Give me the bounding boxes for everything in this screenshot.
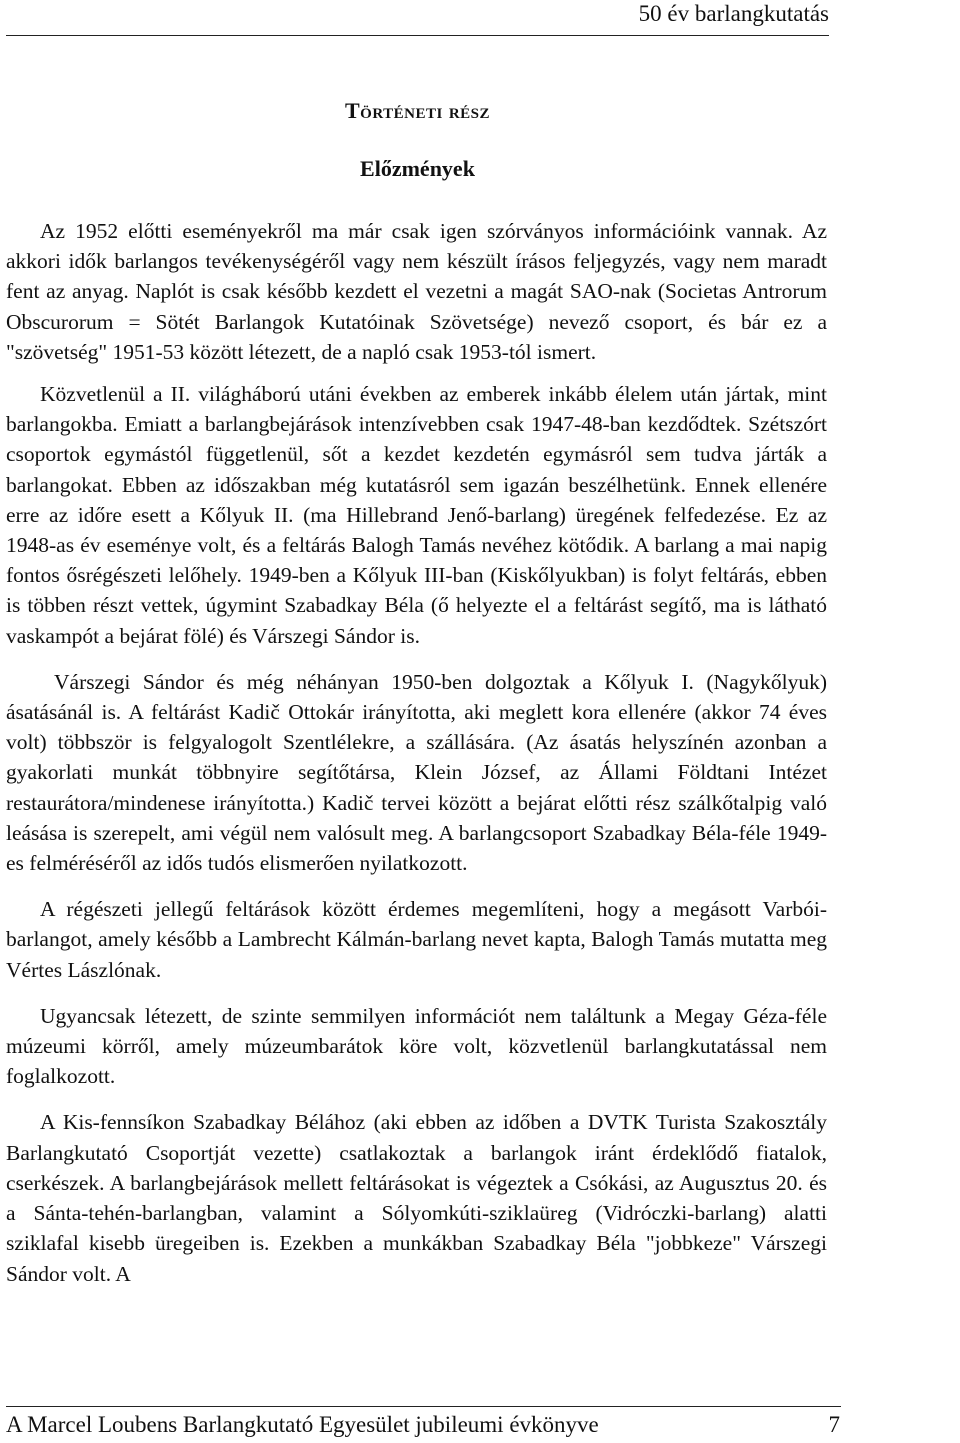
paragraph: Az 1952 előtti eseményekről ma már csak igen szórványos információink vannak. Az akkori idők barlangos tevékenységéről vagy nem készült írásos feljegyzés, vagy nem maradt fent az anyag. Naplót is csak később kezdett el vezetni a magát SAO-nak (Societas Antrorum Obscurorum = Sötét Barlangok Kutatóinak Szövetsége) nevező csoport, és bár ez a "szövetség" 1951-53 között létezett, de a napló csak 1953-tól ismert. (6, 219, 827, 364)
body-text (6, 216, 827, 1289)
paragraph: Ugyancsak létezett, de szinte semmilyen információt nem találtunk a Megay Géza-féle múzeumi körről, amely múzeumbarátok köre volt, közvetlenül barlangkutatással nem foglalkozott. (6, 1003, 827, 1089)
page-number: 7 (828, 1412, 840, 1437)
paragraph: Közvetlenül a II. világháború utáni években az emberek inkább élelem után jártak, mint barlangokba. Emiatt a barlangbejárások intenzívebben csak 1947-48-ban kezdődtek. Szétszórt csoportok egymástól függetlenül, sőt a kezdet kezdetén egymásról sem tudva járták a barlangokat. Ebben az időszakban még kutatásról sem igazán beszélhetünk. Ennek ellenére erre az időre esett a Kőlyuk II. (ma Hillebrand Jenő-barlang) üregének felfedezése. Ez az 1948-as év eseménye volt, és a feltárás Balogh Tamás nevéhez kötődik. A barlang a mai napig fontos ősrégészeti lelőhely. 1949-ben a Kőlyuk III-ban (Kiskőlyukban) is folyt feltárás, ebben is többen részt vettek, úgymint Szabadkay Béla (ő helyezte el a feltárást segítő, ma is látható vaskampót a bejárat fölé) és Várszegi Sándor is. (6, 382, 827, 648)
subsection-title: Előzmények (360, 156, 475, 181)
header-divider (6, 35, 829, 36)
paragraph: Várszegi Sándor és még néhányan 1950-ben dolgoztak a Kőlyuk I. (Nagykőlyuk) ásatásánál is. A feltárást Kadič Ottokár irányította, aki meglett kora ellenére (akkor 74 éves volt) többször is felgyalogolt Szentlélekre, a szállására. (Az ásatás helyszínén azonban a gyakorlati munkát többnyire segítőtársa, Klein József, az Állami Földtani Intézet restaurátora/mindenese irányította.) Kadič tervei között a bejárat előtti rész szálkőtalpig való leásása is szerepelt, ami végül nem valósult meg. A barlangcsoport Szabadkay Béla-féle 1949-es felméréséről az idős tudós elismerően nyilatkozott. (6, 669, 827, 876)
section-title: Történeti rész (344, 98, 491, 123)
footer-divider (6, 1406, 841, 1407)
paragraph: A Kis-fennsíkon Szabadkay Bélához (aki ebben az időben a DVTK Turista Szakosztály Barlangkutató Csoportját vezette) csatlakoztak a barlangok iránt érdeklődő fiatalok, cserkészek. A barlangbejárások mellett feltárásokat is végeztek a Csókási, az Augusztus 20. és a Sánta-tehén-barlangban, valamint a Sólyomkúti-sziklaüreg (Vidróczki-barlang) alatti sziklafal kisebb üregeiben is. Ezekben a munkákban Szabadkay Béla "jobbkeze" Várszegi Sándor volt. A (6, 1110, 827, 1286)
paragraph: A régészeti jellegű feltárások között érdemes megemlíteni, hogy a megásott Varbói-barlangot, amely később a Lambrecht Kálmán-barlang nevet kapta, Balogh Tamás mutatta meg Vértes Lászlónak. (6, 897, 827, 982)
running-header: 50 év barlangkutatás (638, 1, 829, 26)
footer-text: A Marcel Loubens Barlangkutató Egyesület jubileumi évkönyve (6, 1412, 599, 1437)
